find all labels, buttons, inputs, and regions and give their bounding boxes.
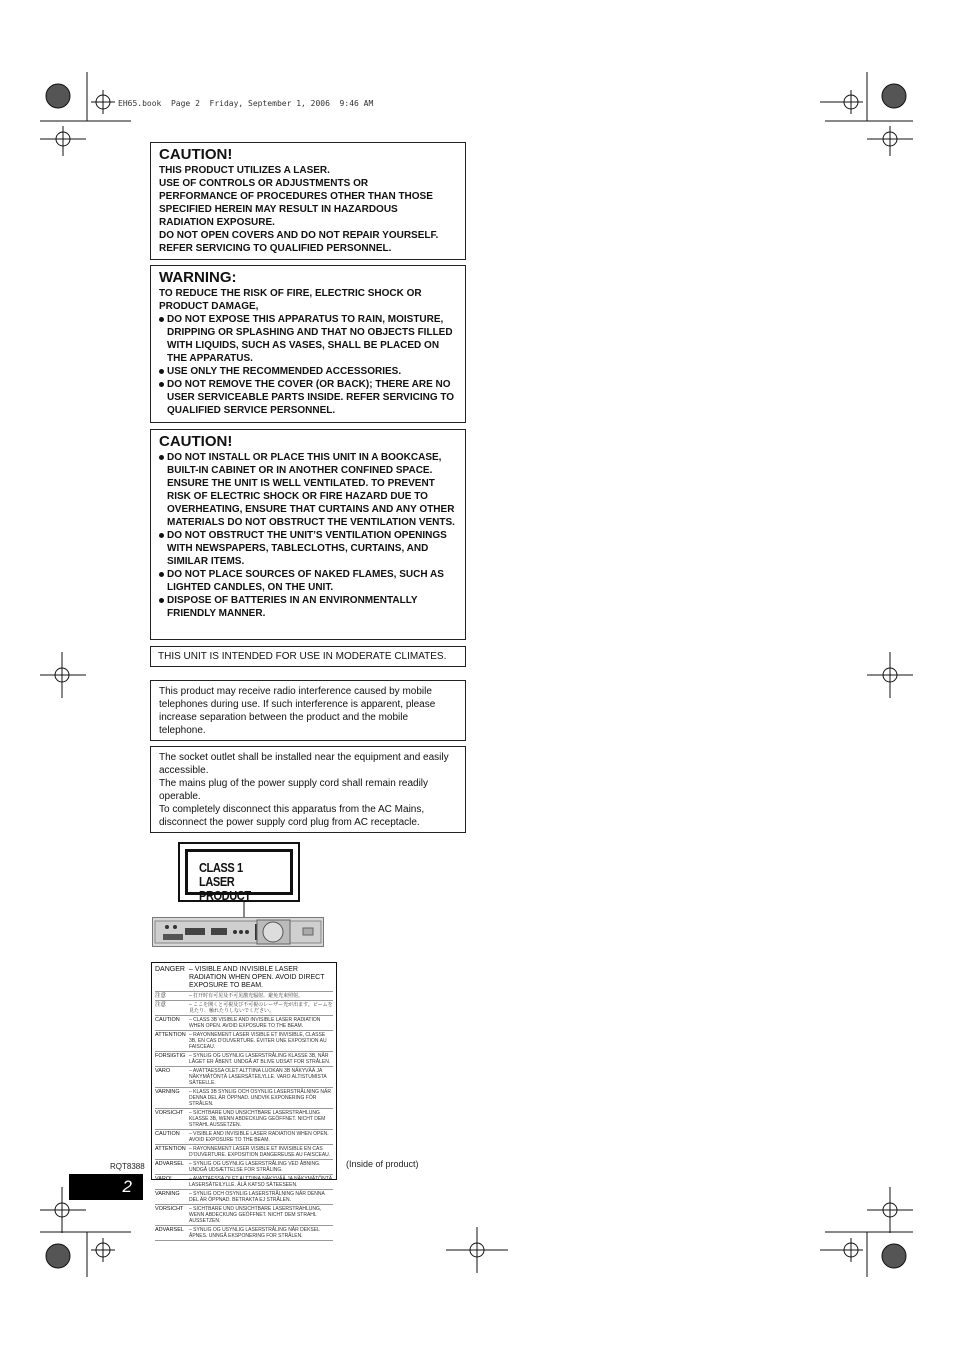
danger-label-table	[151, 962, 337, 1239]
danger-label-text: – ここを開くと可視及び不可視のレーザー光が出ます。ビームを見たり、触れたりしないでください。	[189, 1002, 333, 1014]
caution-install-bullet: DISPOSE OF BATTERIES IN AN ENVIRONMENTALLY FRIENDLY MANNER.	[159, 594, 457, 620]
interference-text: This product may receive radio interference caused by mobile telephones during use. If such interference is apparent, please increase separation between the product and the mobile telephone.	[159, 686, 436, 736]
danger-label-text: – SYNLIG OG USYNLIG LASERSTRÅLING VED ÅBNING. UNDGÅ UDSÆTTELSE FOR STRÅLING.	[189, 1161, 321, 1173]
danger-label-row	[155, 1130, 333, 1145]
socket-box	[150, 746, 466, 833]
danger-label-text: – SYNLIG OCH OSYNLIG LASERSTRÅLNING NÄR DENNA DEL ÄR ÖPPNAD. BETRAKTA EJ STRÅLEN.	[189, 1191, 325, 1203]
danger-label-text: – CLASS 3B VISIBLE AND INVISIBLE LASER RADIATION WHEN OPEN. AVOID EXPOSURE TO THE BEAM.	[189, 1017, 321, 1029]
doc-code: RQT8388	[110, 1162, 145, 1171]
danger-label-row	[155, 965, 333, 992]
warning-bullet: DO NOT REMOVE THE COVER (OR BACK); THERE ARE NO USER SERVICEABLE PARTS INSIDE. REFER SERVICING TO QUALIFIED SERVICE PERSONNEL.	[159, 378, 457, 417]
danger-label-lang: DANGER	[155, 966, 185, 973]
danger-label-row	[155, 1160, 333, 1175]
warning-box	[150, 265, 466, 423]
interference-box	[150, 680, 466, 741]
caution-install-bullet: DO NOT INSTALL OR PLACE THIS UNIT IN A BOOKCASE, BUILT-IN CABINET OR IN ANOTHER CONFINED SPACE. ENSURE THE UNIT IS WELL VENTILATED. TO PREVENT RISK OF ELECTRIC SHOCK OR FIRE HAZARD DUE TO OVERHEATING, ENSURE THAT CURTAINS AND ANY OTHER MATERIALS DO NOT OBSTRUCT THE VENTILATION VENTS.	[159, 451, 457, 529]
danger-label-text: – KLASS 3B SYNLIG OCH OSYNLIG LASERSTRÅLNING NÄR DENNA DEL ÄR ÖPPNAD. UNDVIK EXPONERING FÖR STRÅLEN.	[189, 1089, 331, 1107]
danger-label-lang: VORSICHT	[155, 1206, 184, 1212]
caution-laser-line: USE OF CONTROLS OR ADJUSTMENTS OR	[159, 178, 369, 189]
danger-label-lang: ATTENTION	[155, 1146, 186, 1152]
danger-label-text: – SYNLIG OG USYNLIG LASERSTRÅLING NÅR DEKSEL ÅPNES. UNNGÅ EKSPONERING FOR STRÅLEN.	[189, 1227, 320, 1239]
caution-laser-line: REFER SERVICING TO QUALIFIED PERSONNEL.	[159, 243, 392, 254]
danger-label-lang: FORSIGTIG	[155, 1053, 186, 1059]
caution-laser-line: THIS PRODUCT UTILIZES A LASER.	[159, 165, 330, 176]
danger-label-row	[155, 1031, 333, 1052]
caution-install-bullet: DO NOT OBSTRUCT THE UNIT’S VENTILATION OPENINGS WITH NEWSPAPERS, TABLECLOTHS, CURTAINS, AND SIMILAR ITEMS.	[159, 529, 457, 568]
danger-label-row	[155, 1190, 333, 1205]
socket-text: The mains plug of the power supply cord shall remain readily operable.	[159, 778, 429, 802]
danger-label-lang: ADVARSEL	[155, 1161, 184, 1167]
danger-label-text: – SICHTBARE UND UNSICHTBARE LASERSTRAHLUNG KLASSE 3B, WENN ABDECKUNG GEÖFFNET. NICHT DEM STRAHL AUSSETZEN.	[189, 1110, 326, 1128]
inside-caption: (Inside of product)	[346, 1159, 419, 1169]
danger-label-row	[155, 1016, 333, 1031]
danger-label-text: – RAYONNEMENT LASER VISIBLE ET INVISIBLE EN CAS D'OUVERTURE. EXPOSITION DANGEREUSE AU FAISCEAU.	[189, 1146, 331, 1158]
danger-label-lang: 注意	[155, 1002, 167, 1008]
danger-label-text: – 打开时有可见及不可见激光辐射。避免光束照射。	[189, 993, 304, 999]
danger-label-text: – VISIBLE AND INVISIBLE LASER RADIATION WHEN OPEN. AVOID EXPOSURE TO THE BEAM.	[189, 1131, 329, 1143]
page-number: 2	[69, 1174, 143, 1200]
warning-title: WARNING:	[159, 269, 237, 286]
danger-label-lang: VARNING	[155, 1191, 180, 1197]
danger-label-row	[155, 1001, 333, 1016]
danger-label-lang: VARO	[155, 1068, 171, 1074]
caution-laser-title: CAUTION!	[159, 146, 233, 163]
warning-bullet: USE ONLY THE RECOMMENDED ACCESSORIES.	[159, 365, 457, 378]
danger-label-text: – SYNLIG OG USYNLIG LASERSTRÅLING KLASSE 3B, NÅR LÅGET ER ÅBENT. UNDGÅ AT BLIVE UDSAT FOR STRÅLEN.	[189, 1053, 331, 1065]
danger-label-lang: CAUTION	[155, 1131, 180, 1137]
danger-label-row	[155, 1067, 333, 1088]
danger-label-row	[155, 1145, 333, 1160]
danger-label-row	[155, 1109, 333, 1130]
class1-line2: LASER PRODUCT	[199, 874, 251, 903]
class1-line1: CLASS 1	[199, 860, 243, 875]
danger-label-text: – RAYONNEMENT LASER VISIBLE ET INVISIBLE, CLASSE 3B, EN CAS D'OUVERTURE. ÉVITER UNE EXPOSITION AU FAISCEAU.	[189, 1032, 327, 1050]
caution-laser-line: DO NOT OPEN COVERS AND DO NOT REPAIR YOURSELF.	[159, 230, 439, 241]
danger-label-lang: VARNING	[155, 1089, 180, 1095]
caution-install-box	[150, 429, 466, 640]
danger-label-row	[155, 1052, 333, 1067]
caution-install-bullet: DO NOT PLACE SOURCES OF NAKED FLAMES, SUCH AS LIGHTED CANDLES, ON THE UNIT.	[159, 568, 457, 594]
danger-label-row	[155, 1088, 333, 1109]
danger-label-text: – SICHTBARE UND UNSICHTBARE LASERSTRAHLUNG, WENN ABDECKUNG GEÖFFNET. NICHT DEM STRAHL AUSSETZEN.	[189, 1206, 322, 1224]
caution-laser-line: SPECIFIED HEREIN MAY RESULT IN HAZARDOUS	[159, 204, 398, 215]
danger-label-row	[155, 1205, 333, 1226]
caution-laser-line: PERFORMANCE OF PROCEDURES OTHER THAN THOSE	[159, 191, 433, 202]
danger-label-lang: ATTENTION	[155, 1032, 186, 1038]
warning-intro: TO REDUCE THE RISK OF FIRE, ELECTRIC SHOCK OR PRODUCT DAMAGE,	[159, 288, 422, 312]
caution-install-title: CAUTION!	[159, 433, 233, 450]
danger-label-lang: VARO!	[155, 1176, 172, 1182]
danger-label-lang: CAUTION	[155, 1017, 180, 1023]
danger-label-lang: 注意	[155, 993, 167, 999]
danger-label-row	[155, 1175, 333, 1190]
danger-label-row	[155, 992, 333, 1001]
danger-label-lang: ADVARSEL	[155, 1227, 184, 1233]
device-rear-panel-illustration	[152, 917, 324, 947]
danger-label-text: – VISIBLE AND INVISIBLE LASER RADIATION WHEN OPEN. AVOID DIRECT EXPOSURE TO BEAM.	[189, 966, 325, 989]
danger-label-text: – AVATTAESSA OLET ALTTIINA NÄKYVÄÄ JA NÄKYMÄTÖNTÄ LASERSÄTEILYLLE. ÄLÄ KATSO SÄTEESEEN.	[189, 1176, 333, 1188]
device-rear-panel-icon	[153, 918, 323, 946]
danger-label-lang: VORSICHT	[155, 1110, 184, 1116]
danger-label-text: – AVATTAESSA OLET ALTTIINA LUOKAN 3B NÄKYVÄÄ JA NÄKYMÄTÖNTÄ LASERSÄTEILYLLE. VARO ALTISTUMISTA SÄTEELLE.	[189, 1068, 327, 1086]
danger-label-row	[155, 1226, 333, 1241]
class1-laser-label-inner	[185, 849, 293, 903]
class1-laser-label	[178, 842, 300, 902]
socket-text: The socket outlet shall be installed near the equipment and easily accessible.	[159, 752, 449, 776]
warning-bullet: DO NOT EXPOSE THIS APPARATUS TO RAIN, MOISTURE, DRIPPING OR SPLASHING AND THAT NO OBJECTS FILLED WITH LIQUIDS, SUCH AS VASES, SHALL BE PLACED ON THE APPARATUS.	[159, 313, 457, 365]
caution-laser-box	[150, 142, 466, 260]
climate-notice: THIS UNIT IS INTENDED FOR USE IN MODERATE CLIMATES.	[150, 646, 466, 667]
file-header: EH65.book Page 2 Friday, September 1, 2006 9:46 AM	[118, 99, 374, 108]
socket-text: To completely disconnect this apparatus from the AC Mains, disconnect the power supply cord plug from AC receptacle.	[159, 804, 425, 828]
caution-laser-line: RADIATION EXPOSURE.	[159, 217, 275, 228]
